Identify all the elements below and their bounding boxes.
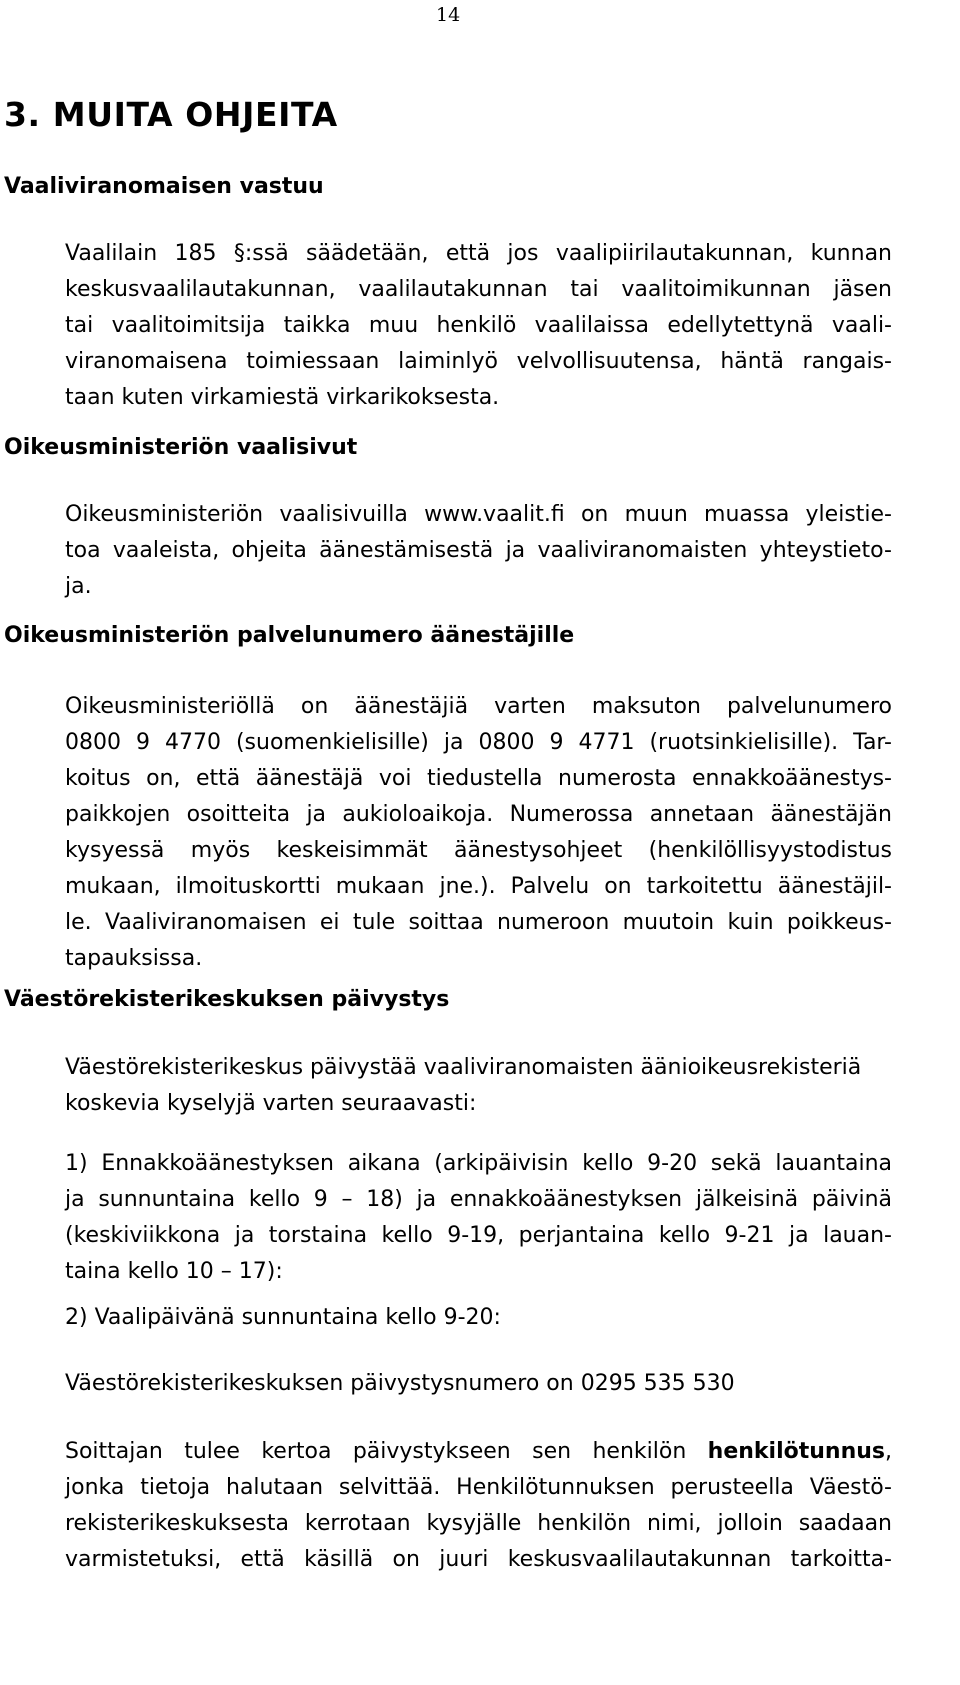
text-line: taina kello 10 – 17): (65, 1259, 283, 1284)
text-line: ja sunnuntaina kello 9 – 18) ja ennakkoäänestyksen jälkeisinä päivinä (65, 1187, 892, 1212)
text-line: paikkojen osoitteita ja aukioloaikoja. Numerossa annetaan äänestäjän (65, 802, 892, 827)
text-line: Oikeusministeriöllä on äänestäjiä varten maksuton palvelunumero (65, 694, 892, 719)
inline-text: Soittajan tulee kertoa päivystykseen sen henkilön (65, 1439, 708, 1464)
text-line: Oikeusministeriön vaalisivuilla www.vaalit.fi on muun muassa yleistie- (65, 502, 892, 527)
text-line: ja. (65, 574, 92, 599)
text-line: (keskiviikkona ja torstaina kello 9-19, perjantaina kello 9-21 ja lauan- (65, 1223, 892, 1248)
text-line: rekisterikeskuksesta kerrotaan kysyjälle henkilön nimi, jolloin saadaan (65, 1511, 892, 1536)
text-line: Väestörekisterikeskuksen päivystysnumero on 0295 535 530 (65, 1371, 735, 1396)
text-line: le. Vaaliviranomaisen ei tule soittaa numeroon muutoin kuin poikkeus- (65, 910, 892, 935)
text-line: Vaalilain 185 §:ssä säädetään, että jos vaalipiirilautakunnan, kunnan (65, 241, 892, 266)
paragraph-paivystys-item2 (65, 1300, 892, 1336)
section-heading-vastuu: Vaaliviranomaisen vastuu (4, 174, 324, 199)
paragraph-vaalisivut (65, 497, 892, 605)
text-line: 0800 9 4770 (suomenkielisille) ja 0800 9 4771 (ruotsinkielisille). Tar- (65, 730, 892, 755)
text-line: keskusvaalilautakunnan, vaalilautakunnan tai vaalitoimikunnan jäsen (65, 277, 892, 302)
text-line: kysyessä myös keskeisimmät äänestysohjeet (henkilöllisyystodistus (65, 838, 892, 863)
section-heading-vaalisivut: Oikeusministeriön vaalisivut (4, 435, 358, 460)
text-line: 1) Ennakkoäänestyksen aikana (arkipäivisin kello 9-20 sekä lauantaina (65, 1151, 892, 1176)
text-line: mukaan, ilmoituskortti mukaan jne.). Palvelu on tarkoitettu äänestäjil- (65, 874, 892, 899)
page-number: 14 (436, 4, 461, 26)
text-line: Väestörekisterikeskus päivystää vaaliviranomaisten äänioikeusrekisteriä (65, 1055, 862, 1080)
section-heading-paivystys: Väestörekisterikeskuksen päivystys (4, 987, 450, 1012)
text-line: koskevia kyselyjä varten seuraavasti: (65, 1091, 477, 1116)
paragraph-palvelunumero (65, 689, 892, 977)
paragraph-paivystys-final (65, 1434, 892, 1578)
section-heading-palvelunumero: Oikeusministeriön palvelunumero äänestäjille (4, 623, 575, 648)
text-line: taan kuten virkamiestä virkarikoksesta. (65, 385, 500, 410)
text-line: jonka tietoja halutaan selvittää. Henkilötunnuksen perusteella Väestö- (65, 1475, 892, 1500)
text-line: varmistetuksi, että käsillä on juuri keskusvaalilautakunnan tarkoitta- (65, 1547, 892, 1572)
text-line: koitus on, että äänestäjä voi tiedustella numerosta ennakkoäänestys- (65, 766, 892, 791)
paragraph-vastuu (65, 236, 892, 416)
text-line: 2) Vaalipäivänä sunnuntaina kello 9-20: (65, 1305, 501, 1330)
paragraph-paivystys-intro (65, 1050, 892, 1122)
paragraph-paivystys-item1 (65, 1146, 892, 1290)
text-line: tapauksissa. (65, 946, 203, 971)
text-line: viranomaisena toimiessaan laiminlyö velvollisuutensa, häntä rangais- (65, 349, 892, 374)
inline-bold-text: henkilötunnus (707, 1439, 885, 1464)
chapter-title: 3. MUITA OHJEITA (4, 95, 338, 134)
inline-text: , (885, 1439, 892, 1464)
paragraph-paivystys-phone (65, 1366, 892, 1402)
text-line: tai vaalitoimitsija taikka muu henkilö vaalilaissa edellytettynä vaali- (65, 313, 892, 338)
text-line (65, 1434, 892, 1470)
text-line: toa vaaleista, ohjeita äänestämisestä ja vaaliviranomaisten yhteystieto- (65, 538, 892, 563)
